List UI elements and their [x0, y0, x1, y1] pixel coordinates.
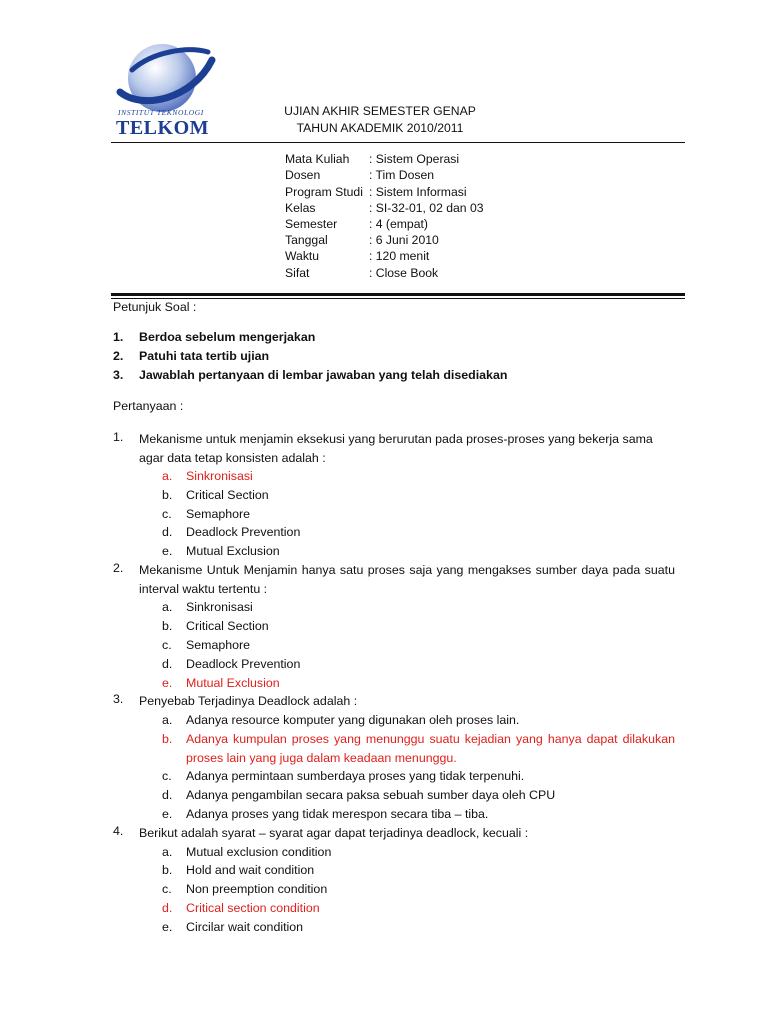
header-divider [111, 142, 685, 143]
info-row [285, 233, 439, 249]
option-letter: a. [162, 469, 173, 483]
option-letter: d. [162, 525, 173, 539]
option-letter: b. [162, 863, 173, 877]
info-row [285, 168, 434, 184]
option-letter: b. [162, 619, 173, 633]
info-divider-thin [111, 298, 685, 299]
option-text-correct: Mutual Exclusion [186, 676, 280, 690]
instruction-num: 2. [113, 349, 124, 363]
info-row [285, 152, 459, 168]
option-text: Hold and wait condition [186, 863, 315, 877]
option-text: Adanya proses yang tidak merespon secara tiba – tiba. [186, 807, 489, 821]
question-text: Mekanisme untuk menjamin eksekusi yang berurutan pada proses-proses yang bekerja sama agar data tetap konsisten adalah : [139, 432, 653, 465]
option-letter: c. [162, 638, 172, 652]
info-value: : Tim Dosen [369, 168, 435, 182]
instruction-num: 3. [113, 368, 124, 382]
option-letter: d. [162, 657, 173, 671]
instruction-text: Jawablah pertanyaan di lembar jawaban yang telah disediakan [139, 368, 508, 382]
option-text: Critical Section [186, 488, 269, 502]
info-row [285, 217, 428, 233]
info-label: Semester [285, 217, 338, 231]
option-letter: d. [162, 788, 173, 802]
instruction-text: Patuhi tata tertib ujian [139, 349, 270, 363]
option-item [162, 730, 675, 768]
option-letter: a. [162, 713, 173, 727]
exam-title: UJIAN AKHIR SEMESTER GENAP [284, 104, 476, 118]
info-label: Sifat [285, 266, 310, 280]
question-num: 2. [113, 561, 124, 575]
info-value: : Sistem Operasi [369, 152, 460, 166]
question-text: Berikut adalah syarat – syarat agar dapat terjadinya deadlock, kecuali : [139, 826, 529, 840]
instructions-label: Petunjuk Soal : [113, 300, 197, 314]
option-letter: a. [162, 845, 173, 859]
info-value: : 6 Juni 2010 [369, 233, 439, 247]
option-letter: e. [162, 920, 173, 934]
option-text: Mutual Exclusion [186, 544, 280, 558]
option-letter: c. [162, 882, 172, 896]
option-text: Semaphore [186, 507, 251, 521]
info-row [285, 249, 429, 265]
instruction-item [113, 330, 315, 344]
info-label: Program Studi [285, 185, 363, 199]
instruction-item [113, 349, 269, 363]
option-text: Adanya permintaan sumberdaya proses yang tidak terpenuhi. [186, 769, 525, 783]
option-text: Deadlock Prevention [186, 657, 301, 671]
question-num: 3. [113, 692, 124, 706]
option-letter: d. [162, 901, 173, 915]
question-2 [113, 561, 675, 599]
instruction-text: Berdoa sebelum mengerjakan [139, 330, 316, 344]
option-letter: e. [162, 676, 173, 690]
option-text: Deadlock Prevention [186, 525, 301, 539]
option-letter: c. [162, 507, 172, 521]
instruction-item [113, 368, 507, 382]
option-text: Circilar wait condition [186, 920, 304, 934]
info-value: : 120 menit [369, 249, 430, 263]
option-text: Semaphore [186, 638, 251, 652]
option-letter: e. [162, 544, 173, 558]
question-num: 1. [113, 430, 124, 444]
option-letter: c. [162, 769, 172, 783]
option-text-correct: Critical section condition [186, 901, 320, 915]
option-text: Adanya resource komputer yang digunakan oleh proses lain. [186, 713, 520, 727]
question-4 [113, 824, 675, 843]
option-text: Non preemption condition [186, 882, 328, 896]
question-num: 4. [113, 824, 124, 838]
info-label: Tanggal [285, 233, 328, 247]
academic-year: TAHUN AKADEMIK 2010/2011 [296, 121, 464, 135]
question-3 [113, 692, 675, 711]
option-letter: b. [162, 732, 173, 746]
instruction-num: 1. [113, 330, 124, 344]
option-text-correct: Sinkronisasi [186, 469, 253, 483]
option-letter: a. [162, 600, 173, 614]
info-label: Waktu [285, 249, 320, 263]
logo-institution-text: INSTITUT TEKNOLOGI [118, 108, 204, 117]
info-label: Mata Kuliah [285, 152, 350, 166]
info-value: : 4 (empat) [369, 217, 428, 231]
question-text: Mekanisme Untuk Menjamin hanya satu proses saja yang mengakses sumber daya pada suatu interval waktu tertentu : [139, 563, 675, 596]
option-text: Adanya pengambilan secara paksa sebuah sumber daya oleh CPU [186, 788, 556, 802]
info-row [285, 266, 438, 282]
question-text: Penyebab Terjadinya Deadlock adalah : [139, 694, 358, 708]
option-letter: b. [162, 488, 173, 502]
info-row [285, 201, 484, 217]
option-text: Mutual exclusion condition [186, 845, 332, 859]
option-text-correct: Adanya kumpulan proses yang menunggu suatu kejadian yang hanya dapat dilakukan proses lain yang juga dalam keadaan menunggu. [186, 732, 675, 765]
option-letter: e. [162, 807, 173, 821]
info-value: : Sistem Informasi [369, 185, 467, 199]
info-label: Kelas [285, 201, 316, 215]
info-value: : Close Book [369, 266, 439, 280]
info-row [285, 185, 467, 201]
info-divider-thick [111, 293, 685, 296]
question-1 [113, 430, 675, 468]
logo-name-text: TELKOM [116, 117, 210, 139]
info-value: : SI-32-01, 02 dan 03 [369, 201, 484, 215]
info-label: Dosen [285, 168, 321, 182]
questions-label: Pertanyaan : [113, 399, 184, 413]
option-text: Critical Section [186, 619, 269, 633]
option-text: Sinkronisasi [186, 600, 253, 614]
